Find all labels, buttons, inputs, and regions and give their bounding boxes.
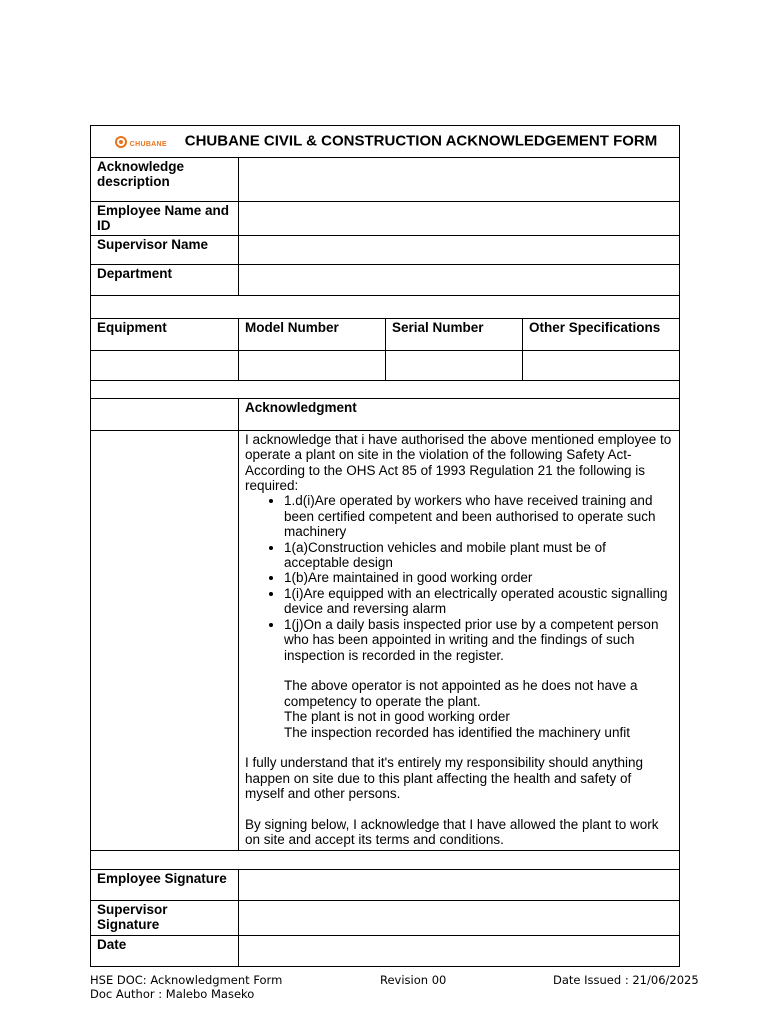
date-row [91, 935, 680, 966]
supervisor-name-field[interactable] [239, 235, 680, 264]
spacer-cell [91, 295, 680, 318]
list-item: • 1(a)Construction vehicles and mobile plant must be of acceptable design [284, 540, 673, 571]
list-item: • 1(j)On a daily basis inspected prior use by a competent person who has been appointed in writing and the findings of such inspection is recorded in the register. [284, 617, 673, 663]
acknowledgment-intro: I acknowledge that i have authorised the above mentioned employee to operate a plant on site in the violation of the following Safety Act- According to the OHS Act 85 of 1993 Regulation 21 the following is required: [245, 431, 672, 494]
model-number-field[interactable] [239, 350, 386, 380]
equipment-header-row [91, 318, 680, 350]
acknowledgment-body [239, 430, 680, 850]
date-label: Date [91, 935, 239, 966]
acknowledge-description-label: Acknowledge description [91, 158, 239, 202]
footer-doc: HSE DOC: Acknowledgment Form [90, 973, 283, 987]
paragraph-gap [245, 663, 673, 678]
equipment-header: Equipment [91, 318, 239, 350]
logo-ring-icon [115, 136, 127, 148]
acknowledgment-body-blank [91, 430, 239, 850]
list-item: • 1.d(i)Are operated by workers who have received training and been certified competent and been authorised to operate such machinery [284, 493, 673, 539]
list-item: • 1(i)Are equipped with an electrically operated acoustic signalling device and reversing alarm [284, 586, 673, 617]
footer-revision: Revision 00 [380, 973, 447, 987]
equipment-data-row [91, 350, 680, 380]
supervisor-signature-row [91, 900, 680, 935]
acknowledgment-heading-blank [91, 398, 239, 430]
spacer-row [91, 850, 680, 869]
supervisor-signature-field[interactable] [239, 900, 680, 935]
acknowledge-description-field[interactable] [239, 158, 680, 202]
serial-number-field[interactable] [386, 350, 523, 380]
title-cell [91, 126, 680, 158]
equipment-field[interactable] [91, 350, 239, 380]
department-label: Department [91, 264, 239, 295]
department-field[interactable] [239, 264, 680, 295]
supervisor-name-label: Supervisor Name [91, 235, 239, 264]
note-line: The plant is not in good working order [284, 709, 510, 725]
spacer-cell [91, 850, 680, 869]
department-row [91, 264, 680, 295]
model-number-header: Model Number [239, 318, 386, 350]
paragraph-gap [245, 802, 673, 817]
responsibility-paragraph: I fully understand that it's entirely my responsibility should anything happen on site due to this plant affecting the health and safety of myself and other persons. [245, 755, 644, 802]
employee-name-field[interactable] [239, 202, 680, 236]
acknowledgment-heading-row [91, 398, 680, 430]
supervisor-name-row [91, 235, 680, 264]
logo-text: CHUBANE [129, 140, 167, 148]
paragraph-gap [245, 740, 673, 755]
footer-date-issued: Date Issued : 21/06/2025 [553, 973, 699, 987]
supervisor-signature-label: Supervisor Signature [91, 900, 239, 935]
employee-name-label: Employee Name and ID [91, 202, 239, 236]
date-field[interactable] [239, 935, 680, 966]
acknowledge-description-row [91, 158, 680, 202]
acknowledgement-form-table [90, 125, 680, 967]
form-title: CHUBANE CIVIL & CONSTRUCTION ACKNOWLEDGEMENT FORM [184, 133, 658, 151]
acknowledgment-heading: Acknowledgment [239, 398, 680, 430]
employee-name-row [91, 202, 680, 236]
employee-signature-row [91, 869, 680, 900]
employee-signature-label: Employee Signature [91, 869, 239, 900]
chubane-logo [113, 134, 175, 150]
note-line: The inspection recorded has identified the machinery unfit [284, 724, 630, 740]
footer-author: Doc Author : Malebo Maseko [90, 987, 255, 1001]
note-line: The above operator is not appointed as he does not have a competency to operate the plant. [284, 678, 638, 709]
serial-number-header: Serial Number [386, 318, 523, 350]
other-specifications-field[interactable] [523, 350, 680, 380]
acknowledgment-body-row [91, 430, 680, 850]
spacer-cell [91, 380, 680, 398]
list-item: • 1(b)Are maintained in good working order [284, 570, 673, 585]
regulation-list [245, 493, 673, 662]
title-row [91, 126, 680, 158]
signing-paragraph: By signing below, I acknowledge that I have allowed the plant to work on site and accept its terms and conditions. [245, 816, 659, 848]
other-specifications-header: Other Specifications [523, 318, 680, 350]
spacer-row [91, 295, 680, 318]
spacer-row [91, 380, 680, 398]
employee-signature-field[interactable] [239, 869, 680, 900]
